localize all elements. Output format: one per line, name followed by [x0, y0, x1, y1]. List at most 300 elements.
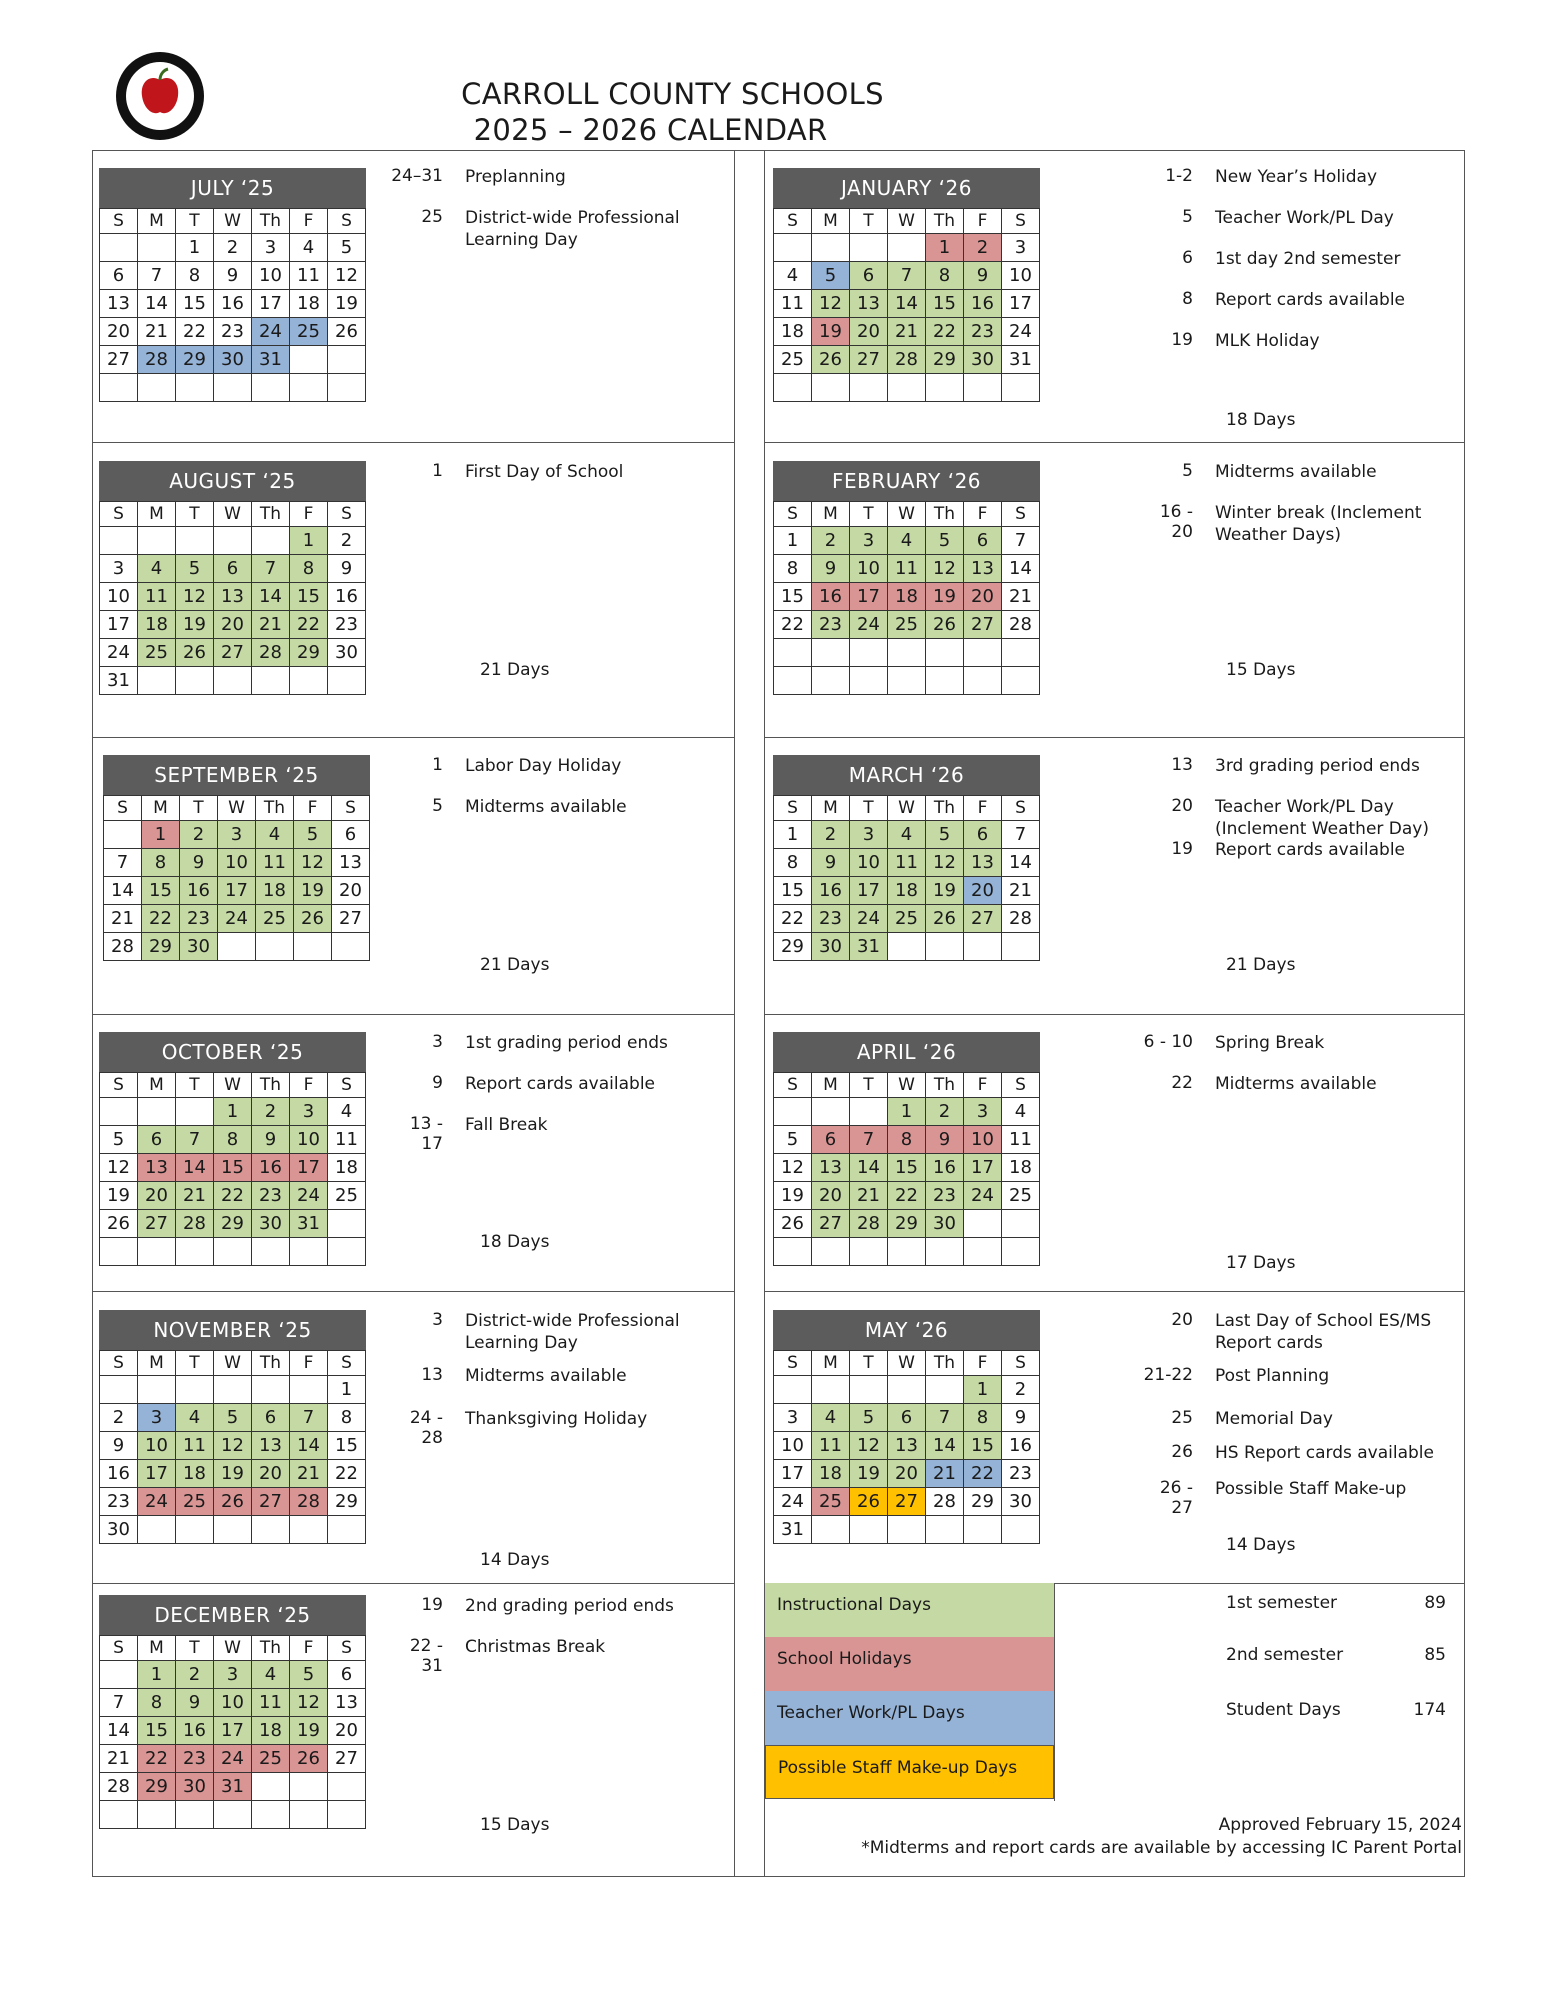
month-header: APRIL ‘26: [773, 1032, 1040, 1072]
day-cell: 9: [812, 555, 850, 583]
day-of-week-header: Th: [252, 502, 290, 527]
day-cell: 14: [104, 877, 142, 905]
day-cell: 12: [214, 1432, 252, 1460]
day-cell: [100, 1801, 138, 1829]
day-of-week-header: S: [328, 1636, 366, 1661]
day-cell: 30: [180, 933, 218, 961]
event-date: 19: [1171, 839, 1193, 859]
day-cell: 21: [252, 611, 290, 639]
day-cell: 8: [888, 1126, 926, 1154]
day-cell: [1002, 667, 1040, 695]
day-cell: 15: [176, 290, 214, 318]
day-cell: [138, 527, 176, 555]
day-cell: 30: [964, 346, 1002, 374]
day-cell: [812, 374, 850, 402]
day-cell: [774, 374, 812, 402]
day-cell: 23: [812, 905, 850, 933]
day-cell: 1: [142, 821, 180, 849]
day-cell: 22: [926, 318, 964, 346]
day-cell: 17: [774, 1460, 812, 1488]
day-cell: [138, 234, 176, 262]
week-row: [100, 1238, 366, 1266]
day-cell: [328, 374, 366, 402]
day-cell: 3: [138, 1404, 176, 1432]
week-row: [774, 1182, 1040, 1210]
day-cell: 14: [252, 583, 290, 611]
event-date: 26: [1171, 1442, 1193, 1462]
day-cell: 19: [926, 877, 964, 905]
day-cell: [774, 1098, 812, 1126]
day-cell: 20: [332, 877, 370, 905]
day-cell: 23: [926, 1182, 964, 1210]
day-cell: 4: [812, 1404, 850, 1432]
day-cell: [138, 667, 176, 695]
week-row: [100, 1661, 366, 1689]
day-cell: [328, 1210, 366, 1238]
month-grid: [773, 1072, 1040, 1266]
month-grid: [99, 1350, 366, 1544]
day-cell: 7: [290, 1404, 328, 1432]
day-of-week-header: Th: [926, 1351, 964, 1376]
month-day-count: 21 Days: [1226, 955, 1296, 975]
day-cell: 25: [328, 1182, 366, 1210]
month-header: DECEMBER ‘25: [99, 1595, 366, 1635]
day-cell: 3: [214, 1661, 252, 1689]
day-of-week-header: T: [850, 1073, 888, 1098]
day-of-week-header: S: [328, 502, 366, 527]
day-cell: [964, 1210, 1002, 1238]
day-cell: 30: [1002, 1488, 1040, 1516]
day-of-week-header: T: [176, 1636, 214, 1661]
day-cell: 5: [328, 234, 366, 262]
week-row: [774, 905, 1040, 933]
day-of-week-header: F: [964, 1351, 1002, 1376]
day-cell: 11: [888, 849, 926, 877]
day-cell: 15: [774, 877, 812, 905]
legend-instructional-days: Instructional Days: [765, 1583, 1054, 1637]
day-cell: [290, 1801, 328, 1829]
summary-student-days: [1226, 1700, 1446, 1724]
day-cell: 31: [290, 1210, 328, 1238]
day-of-week-header: S: [100, 209, 138, 234]
event-date: 25: [421, 207, 443, 227]
event-text: Fall Break: [465, 1115, 548, 1135]
day-of-week-header: S: [100, 502, 138, 527]
day-cell: 20: [328, 1717, 366, 1745]
legend: [765, 1583, 1054, 1799]
day-cell: 3: [252, 234, 290, 262]
day-cell: [850, 234, 888, 262]
month-calendar: [773, 168, 1040, 402]
day-cell: 13: [964, 555, 1002, 583]
day-cell: 15: [926, 290, 964, 318]
week-row: [774, 1432, 1040, 1460]
week-row: [104, 849, 370, 877]
day-cell: 14: [888, 290, 926, 318]
day-of-week-header: T: [850, 1351, 888, 1376]
day-cell: 28: [850, 1210, 888, 1238]
event-date: 3: [432, 1032, 443, 1052]
day-cell: 9: [328, 555, 366, 583]
day-cell: 19: [926, 583, 964, 611]
event-date: 1: [432, 755, 443, 775]
day-cell: 13: [138, 1154, 176, 1182]
day-cell: [252, 527, 290, 555]
event-text: Christmas Break: [465, 1637, 606, 1657]
event-date: 5: [1182, 461, 1193, 481]
day-cell: 12: [294, 849, 332, 877]
day-cell: 26: [926, 611, 964, 639]
week-row: [104, 821, 370, 849]
day-cell: 16: [176, 1717, 214, 1745]
day-cell: [328, 1801, 366, 1829]
day-cell: [964, 374, 1002, 402]
day-cell: 20: [100, 318, 138, 346]
day-cell: 12: [850, 1432, 888, 1460]
day-cell: [328, 1773, 366, 1801]
day-of-week-header: F: [290, 1636, 328, 1661]
day-cell: 5: [176, 555, 214, 583]
day-cell: 10: [218, 849, 256, 877]
day-cell: 6: [964, 821, 1002, 849]
day-cell: 26: [850, 1488, 888, 1516]
week-row: [774, 1460, 1040, 1488]
day-cell: 17: [252, 290, 290, 318]
day-cell: [290, 374, 328, 402]
day-cell: 7: [252, 555, 290, 583]
day-cell: 3: [850, 821, 888, 849]
day-cell: 12: [926, 849, 964, 877]
day-cell: 2: [176, 1661, 214, 1689]
day-cell: 31: [100, 667, 138, 695]
day-cell: [214, 1801, 252, 1829]
month-day-count: 15 Days: [1226, 660, 1296, 680]
day-cell: 16: [214, 290, 252, 318]
day-cell: 26: [294, 905, 332, 933]
day-cell: 23: [328, 611, 366, 639]
day-cell: 19: [176, 611, 214, 639]
week-row: [774, 1488, 1040, 1516]
event-text: First Day of School: [465, 462, 624, 482]
day-cell: 11: [256, 849, 294, 877]
day-cell: 31: [774, 1516, 812, 1544]
day-cell: 6: [964, 527, 1002, 555]
day-cell: 18: [888, 877, 926, 905]
day-cell: 30: [926, 1210, 964, 1238]
summary-value: 85: [1424, 1645, 1446, 1665]
day-cell: 9: [926, 1126, 964, 1154]
day-cell: [1002, 639, 1040, 667]
day-cell: [176, 1376, 214, 1404]
day-cell: 21: [850, 1182, 888, 1210]
month-calendar: [103, 755, 370, 961]
day-of-week-header: W: [218, 796, 256, 821]
day-of-week-header: S: [328, 209, 366, 234]
day-cell: 25: [252, 1745, 290, 1773]
day-cell: 20: [964, 877, 1002, 905]
day-cell: 5: [926, 821, 964, 849]
event-text: Teacher Work/PL Day (Inclement Weather Day): [1215, 797, 1429, 839]
day-cell: 6: [252, 1404, 290, 1432]
day-cell: 27: [332, 905, 370, 933]
day-of-week-header: T: [176, 1351, 214, 1376]
day-cell: 8: [214, 1126, 252, 1154]
day-cell: 8: [328, 1404, 366, 1432]
day-cell: 13: [964, 849, 1002, 877]
day-cell: 26: [328, 318, 366, 346]
event-text: Teacher Work/PL Day: [1215, 208, 1394, 228]
day-cell: 8: [926, 262, 964, 290]
day-cell: [100, 1376, 138, 1404]
day-of-week-header: W: [214, 209, 252, 234]
day-cell: 3: [774, 1404, 812, 1432]
day-cell: [850, 639, 888, 667]
day-cell: [290, 667, 328, 695]
day-cell: 14: [176, 1154, 214, 1182]
event-date: 9: [432, 1073, 443, 1093]
week-row: [774, 346, 1040, 374]
day-cell: 12: [100, 1154, 138, 1182]
week-row: [774, 933, 1040, 961]
day-cell: 11: [1002, 1126, 1040, 1154]
event-date: 1-2: [1165, 166, 1193, 186]
event-text: 2nd grading period ends: [465, 1596, 674, 1616]
day-of-week-header: S: [774, 1351, 812, 1376]
day-cell: 15: [142, 877, 180, 905]
day-cell: 26: [926, 905, 964, 933]
day-cell: 25: [256, 905, 294, 933]
day-cell: 21: [888, 318, 926, 346]
day-cell: 8: [774, 849, 812, 877]
day-of-week-header: F: [964, 796, 1002, 821]
day-cell: 4: [328, 1098, 366, 1126]
row-divider: [92, 1291, 734, 1292]
day-cell: 28: [100, 1773, 138, 1801]
day-cell: [100, 1661, 138, 1689]
day-cell: [812, 1376, 850, 1404]
day-cell: [252, 1238, 290, 1266]
day-cell: 7: [1002, 821, 1040, 849]
day-of-week-header: F: [964, 502, 1002, 527]
day-cell: 23: [964, 318, 1002, 346]
day-cell: [218, 933, 256, 961]
day-cell: 7: [104, 849, 142, 877]
day-cell: 10: [290, 1126, 328, 1154]
portal-note: *Midterms and report cards are available by accessing IC Parent Portal: [861, 1838, 1462, 1858]
day-cell: [290, 1376, 328, 1404]
day-cell: 12: [290, 1689, 328, 1717]
month-header: SEPTEMBER ‘25: [103, 755, 370, 795]
day-cell: 16: [180, 877, 218, 905]
summary-value: 89: [1424, 1593, 1446, 1613]
event-date: 3: [432, 1310, 443, 1330]
day-of-week-header: S: [1002, 1351, 1040, 1376]
day-cell: 14: [138, 290, 176, 318]
title-line-1: CARROLL COUNTY SCHOOLS: [461, 77, 884, 111]
day-cell: 25: [290, 318, 328, 346]
day-cell: 30: [252, 1210, 290, 1238]
day-of-week-header: S: [332, 796, 370, 821]
day-cell: 26: [290, 1745, 328, 1773]
day-cell: 19: [774, 1182, 812, 1210]
day-cell: [252, 1516, 290, 1544]
day-cell: 13: [100, 290, 138, 318]
day-cell: [138, 1238, 176, 1266]
day-of-week-header: F: [290, 1073, 328, 1098]
row-divider: [92, 1014, 734, 1015]
day-cell: 15: [888, 1154, 926, 1182]
day-of-week-header: W: [888, 209, 926, 234]
day-cell: [252, 1773, 290, 1801]
day-cell: 20: [850, 318, 888, 346]
day-cell: [328, 1516, 366, 1544]
day-cell: [290, 1516, 328, 1544]
day-cell: 10: [850, 555, 888, 583]
event-text: Report cards available: [1215, 840, 1405, 860]
day-cell: 19: [290, 1717, 328, 1745]
day-cell: 14: [850, 1154, 888, 1182]
day-cell: 29: [142, 933, 180, 961]
day-cell: 15: [290, 583, 328, 611]
day-of-week-header: F: [290, 1351, 328, 1376]
day-cell: 18: [888, 583, 926, 611]
day-of-week-header: T: [176, 1073, 214, 1098]
approval-date: Approved February 15, 2024: [1218, 1815, 1462, 1835]
day-cell: [926, 639, 964, 667]
day-cell: 2: [926, 1098, 964, 1126]
day-cell: 16: [1002, 1432, 1040, 1460]
day-cell: 3: [1002, 234, 1040, 262]
month-grid: [103, 795, 370, 961]
day-cell: 18: [176, 1460, 214, 1488]
month-calendar: [99, 461, 366, 695]
day-cell: 27: [812, 1210, 850, 1238]
day-cell: 22: [888, 1182, 926, 1210]
day-cell: 27: [964, 611, 1002, 639]
week-row: [774, 374, 1040, 402]
week-row: [774, 1154, 1040, 1182]
week-row: [774, 1238, 1040, 1266]
week-row: [774, 1516, 1040, 1544]
month-day-count: 17 Days: [1226, 1253, 1296, 1273]
event-text: Thanksgiving Holiday: [465, 1409, 648, 1429]
day-cell: 6: [812, 1126, 850, 1154]
day-cell: 18: [290, 290, 328, 318]
day-cell: 2: [252, 1098, 290, 1126]
month-day-count: 21 Days: [480, 955, 550, 975]
day-cell: 18: [812, 1460, 850, 1488]
month-grid: [99, 208, 366, 402]
day-cell: 28: [888, 346, 926, 374]
day-cell: 10: [964, 1126, 1002, 1154]
day-of-week-header: W: [214, 1073, 252, 1098]
week-row: [104, 877, 370, 905]
day-cell: 12: [926, 555, 964, 583]
month-calendar: [773, 1310, 1040, 1544]
day-cell: 1: [774, 527, 812, 555]
day-cell: 25: [176, 1488, 214, 1516]
day-cell: 25: [888, 611, 926, 639]
row-divider: [764, 442, 1465, 443]
week-row: [774, 639, 1040, 667]
day-of-week-header: S: [774, 796, 812, 821]
day-cell: 6: [328, 1661, 366, 1689]
day-cell: 17: [850, 583, 888, 611]
day-cell: 11: [812, 1432, 850, 1460]
day-of-week-header: S: [100, 1636, 138, 1661]
day-of-week-header: F: [964, 1073, 1002, 1098]
day-cell: [888, 1238, 926, 1266]
day-of-week-header: S: [774, 209, 812, 234]
day-cell: [888, 667, 926, 695]
day-cell: 24: [850, 611, 888, 639]
row-divider: [764, 1014, 1465, 1015]
day-cell: 26: [176, 639, 214, 667]
day-cell: 4: [1002, 1098, 1040, 1126]
day-cell: 21: [176, 1182, 214, 1210]
event-date: 19: [421, 1595, 443, 1615]
day-cell: 25: [774, 346, 812, 374]
day-cell: 7: [1002, 527, 1040, 555]
day-cell: 23: [100, 1488, 138, 1516]
day-of-week-header: M: [812, 209, 850, 234]
week-row: [100, 374, 366, 402]
day-cell: 24: [290, 1182, 328, 1210]
day-cell: [138, 1098, 176, 1126]
month-header: AUGUST ‘25: [99, 461, 366, 501]
day-cell: 30: [214, 346, 252, 374]
month-header: MARCH ‘26: [773, 755, 1040, 795]
day-cell: 26: [100, 1210, 138, 1238]
day-cell: 6: [888, 1404, 926, 1432]
week-row: [774, 821, 1040, 849]
event-date: 13: [421, 1365, 443, 1385]
event-date: 25: [1171, 1408, 1193, 1428]
day-cell: 3: [964, 1098, 1002, 1126]
day-cell: 7: [138, 262, 176, 290]
day-cell: 29: [774, 933, 812, 961]
day-cell: [328, 346, 366, 374]
event-date: 20: [1171, 796, 1193, 816]
day-of-week-header: M: [138, 1351, 176, 1376]
day-cell: 11: [774, 290, 812, 318]
month-grid: [99, 1072, 366, 1266]
day-cell: [812, 1098, 850, 1126]
month-calendar: [773, 755, 1040, 961]
day-cell: [176, 1516, 214, 1544]
day-of-week-header: M: [138, 1073, 176, 1098]
day-of-week-header: S: [100, 1073, 138, 1098]
event-date: 5: [432, 796, 443, 816]
day-cell: [100, 234, 138, 262]
day-cell: 30: [812, 933, 850, 961]
day-cell: 24: [850, 905, 888, 933]
day-cell: 19: [812, 318, 850, 346]
day-cell: 21: [1002, 877, 1040, 905]
day-cell: 13: [888, 1432, 926, 1460]
day-cell: [100, 1238, 138, 1266]
day-cell: 21: [290, 1460, 328, 1488]
day-cell: 19: [850, 1460, 888, 1488]
week-row: [774, 667, 1040, 695]
day-cell: 4: [290, 234, 328, 262]
day-of-week-header: M: [142, 796, 180, 821]
week-row: [774, 290, 1040, 318]
day-cell: 20: [812, 1182, 850, 1210]
column-divider-left: [734, 150, 735, 1877]
summary-value: 174: [1413, 1700, 1446, 1720]
day-of-week-header: W: [214, 1351, 252, 1376]
